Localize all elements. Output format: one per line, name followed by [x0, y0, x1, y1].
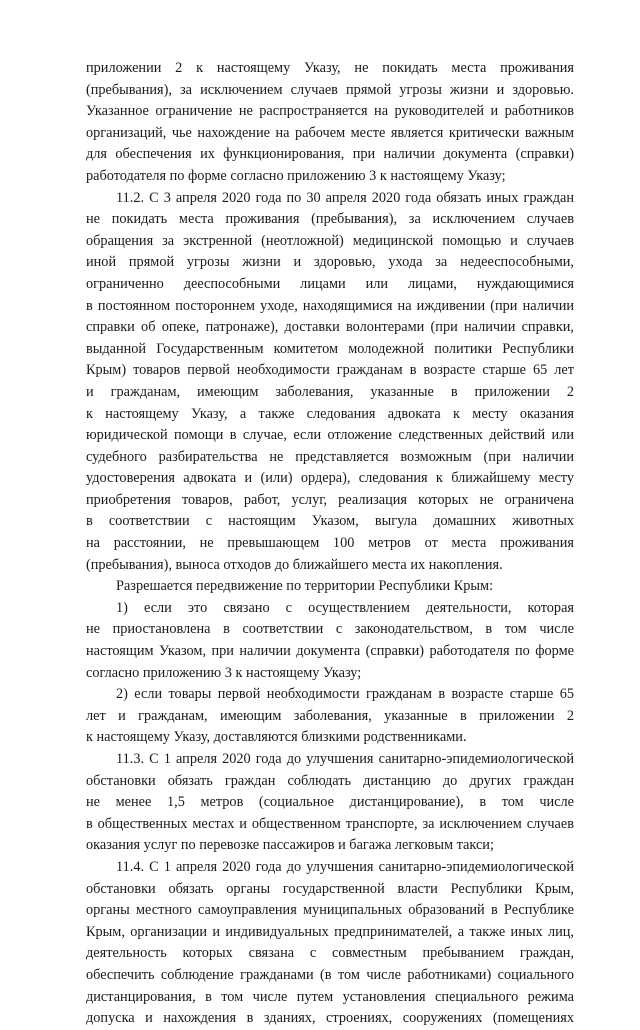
text-line: обеспечить соблюдение гражданами (в том числе работниками) социального [86, 966, 574, 983]
text-line: 1) если это связано с осуществлением деятельности, которая [116, 599, 574, 616]
paragraph [86, 576, 574, 598]
text-line: лет и гражданам, имеющим заболевания, указанные в приложении 2 [86, 707, 574, 724]
document-body [86, 58, 574, 1030]
text-line: не менее 1,5 метров (социальное дистанцирование), в том числе [86, 794, 574, 811]
text-line: приобретения товаров, работ, услуг, реализация которых не ограничена [86, 491, 574, 508]
text-line: обстановки обязать граждан соблюдать дистанцию до других граждан [86, 772, 574, 789]
text-line: приложении 2 к настоящему Указу, не покидать места проживания [86, 60, 574, 76]
text-line: работодателя по форме согласно приложению 3 к настоящему Указу; [86, 167, 506, 184]
text-line: 2) если товары первой необходимости гражданам в возрасте старше 65 [116, 686, 574, 703]
text-line: иной прямой угрозы жизни и здоровью, ухода за недееспособными, [86, 254, 574, 271]
text-line: (пребывания), за исключением случаев прямой угрозы жизни и здоровью. [86, 81, 574, 98]
text-line: (пребывания), выноса отходов до ближайшего места их накопления. [86, 556, 503, 573]
text-line: согласно приложению 3 к настоящему Указу; [86, 664, 362, 681]
text-line: Разрешается передвижение по территории Республики Крым: [116, 578, 494, 595]
text-line: на расстоянии, не превышающем 100 метров от места проживания [86, 535, 574, 552]
text-line: в соответствии с настоящим Указом, выгула домашних животных [86, 513, 574, 530]
text-line: 11.2. С 3 апреля 2020 года по 30 апреля 2020 года обязать иных граждан [116, 189, 574, 206]
paragraph [86, 684, 574, 749]
text-line: для обеспечения их функционирования, при наличии документа (справки) [86, 146, 574, 163]
text-line: обращения за экстренной (неотложной) медицинской помощью и случаев [86, 232, 574, 249]
text-line: обстановки обязать органы государственной власти Республики Крым, [86, 880, 574, 897]
text-line: оказания услуг по перевозке пассажиров и багажа легковым такси; [86, 837, 494, 854]
text-line: справки об опеке, патронаже), доставки волонтерами (при наличии справки, [86, 319, 574, 336]
text-line: ограниченно дееспособными лицами или лицами, нуждающимися [86, 275, 574, 292]
text-line: органы местного самоуправления муниципальных образований в Республике [86, 902, 574, 919]
text-line: Крым, организации и индивидуальных предпринимателей, а также иных лиц, [86, 923, 574, 940]
text-line: деятельность которых связана с совместным пребыванием граждан, [86, 945, 574, 962]
text-line: допуска и нахождения в зданиях, строениях, сооружениях (помещениях [86, 1010, 574, 1027]
text-line: выданной Государственным комитетом молодежной политики Республики [86, 340, 574, 357]
paragraph [86, 58, 574, 188]
paragraph [86, 598, 574, 684]
text-line: 11.4. С 1 апреля 2020 года до улучшения санитарно-эпидемиологической [116, 858, 574, 875]
text-line: к настоящему Указу, а также следования адвоката к месту оказания [86, 405, 574, 422]
paragraph [86, 749, 574, 857]
text-line: судебного разбирательства не представляется возможным (при наличии [86, 448, 574, 465]
text-line: к настоящему Указу, доставляются близкими родственниками. [86, 729, 467, 746]
text-line: дистанцирования, в том числе путем установления специального режима [86, 988, 574, 1005]
text-line: удостоверения адвоката и (или) ордера), следования к ближайшему месту [86, 470, 574, 487]
text-line: не приостановлена в соответствии с законодательством, в том числе [86, 621, 574, 638]
text-line: и гражданам, имеющим заболевания, указанные в приложении 2 [86, 383, 574, 400]
text-line: Указанное ограничение не распространяется на руководителей и работников [86, 103, 574, 120]
text-line: не покидать места проживания (пребывания), за исключением случаев [86, 211, 574, 228]
text-line: организаций, чье нахождение на рабочем месте является критически важным [86, 124, 574, 141]
text-line: в постоянном постороннем уходе, находящимися на иждивении (при наличии [86, 297, 574, 314]
text-line: настоящим Указом, при наличии документа (справки) работодателя по форме [86, 643, 574, 660]
text-line: в общественных местах и общественном транспорте, за исключением случаев [86, 815, 574, 832]
text-line: 11.3. С 1 апреля 2020 года до улучшения санитарно-эпидемиологической [116, 751, 574, 767]
text-line: юридической помощи в случае, если отложение следственных действий или [86, 427, 574, 444]
paragraph [86, 857, 574, 1030]
paragraph [86, 188, 574, 577]
text-line: Крым) товаров первой необходимости гражданам в возрасте старше 65 лет [86, 362, 574, 379]
